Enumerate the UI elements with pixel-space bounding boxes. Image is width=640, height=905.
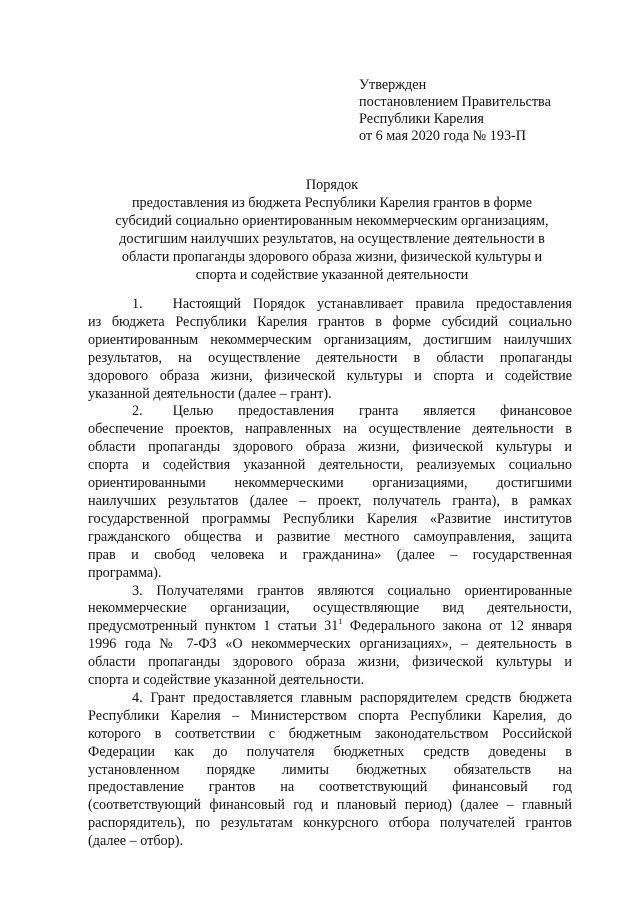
paragraph-line: прав и свобод человека и гражданина» (далее – государственная bbox=[88, 546, 572, 563]
paragraph-line: спорта и содействие указанной деятельности. bbox=[88, 672, 365, 689]
document-body bbox=[88, 296, 572, 851]
title-line: спорта и содействие указанной деятельности bbox=[195, 267, 469, 283]
paragraph-line: (далее – отбор). bbox=[88, 833, 184, 850]
paragraph-line: гражданского общества и развитие местного самоуправления, защита bbox=[88, 528, 572, 545]
paragraph-line: спорта и содействия указанной деятельности, реализуемых социально bbox=[88, 457, 572, 474]
paragraph-line: результатов, на осуществление деятельности в области пропаганды bbox=[88, 349, 572, 366]
paragraph-line: 2. Целью предоставления гранта является финансовое bbox=[132, 403, 572, 420]
paragraph-line: обеспечение проектов, направленных на осуществление деятельности в bbox=[88, 421, 572, 438]
paragraph-line: Республики Карелия – Министерством спорта Республики Карелия, до bbox=[88, 707, 572, 724]
document-title bbox=[88, 176, 576, 284]
title-heading: Порядок bbox=[305, 177, 359, 193]
paragraph-line: области пропаганды здорового образа жизни, физической культуры и bbox=[88, 439, 572, 456]
paragraph-number: 2. bbox=[132, 403, 143, 420]
paragraph-line: указанной деятельности (далее – грант). bbox=[88, 385, 332, 402]
paragraph-line: 3. Получателями грантов являются социально ориентированные bbox=[132, 582, 572, 599]
paragraph-4 bbox=[88, 690, 572, 851]
paragraph-line: из бюджета Республики Карелия грантов в форме субсидий социально bbox=[88, 313, 572, 330]
paragraph-line: которого в соответствии с бюджетным законодательством Российской bbox=[88, 725, 572, 742]
paragraph-line: 1996 года № 7-ФЗ «О некоммерческих организациях», – деятельность в bbox=[88, 636, 572, 653]
paragraph-line: установленном порядке лимиты бюджетных обязательств на bbox=[88, 761, 572, 778]
paragraph-line: государственной программы Республики Карелия «Развитие институтов bbox=[88, 510, 572, 527]
paragraph-3 bbox=[88, 583, 572, 690]
approval-line: постановлением Правительства bbox=[359, 94, 551, 110]
approval-line: Республики Карелия bbox=[359, 111, 484, 127]
paragraph-line: ориентированными некоммерческими организациями, достигшими bbox=[88, 475, 572, 492]
paragraph-line: предусмотренный пунктом 1 статьи $31^1$ Федерального закона от 12 января bbox=[88, 617, 572, 635]
title-line: субсидий социально ориентированным некоммерческим организациям, bbox=[115, 213, 549, 229]
paragraph-line: программа). bbox=[88, 564, 162, 581]
title-line: области пропаганды здорового образа жизни, физической культуры и bbox=[121, 249, 543, 265]
paragraph-line: наилучших результатов (далее – проект, получатель гранта), в рамках bbox=[88, 492, 572, 509]
paragraph-2 bbox=[88, 403, 572, 582]
paragraph-line: (соответствующий финансовый год и плановый период) (далее – главный bbox=[88, 797, 572, 814]
paragraph-line: некоммерческие организации, осуществляющие вид деятельности, bbox=[88, 600, 572, 617]
paragraph-line: области пропаганды здорового образа жизни, физической культуры и bbox=[88, 654, 572, 671]
paragraph-line: здорового образа жизни, физической культуры и спорта и содействие bbox=[88, 367, 572, 384]
footnote-superscript: 1 bbox=[338, 617, 343, 627]
paragraph-line: 4. Грант предоставляется главным распорядителем средств бюджета bbox=[132, 689, 572, 706]
paragraph-number: 1. bbox=[132, 296, 143, 312]
paragraph-line: Федерации как до получателя бюджетных средств доведены в bbox=[88, 743, 572, 760]
paragraph-line: распорядитель), по результатам конкурсного отбора получателей грантов bbox=[88, 815, 572, 832]
approval-line: Утвержден bbox=[359, 77, 427, 93]
approval-line: от 6 мая 2020 года № 193-П bbox=[359, 128, 527, 144]
paragraph-1 bbox=[88, 296, 572, 403]
paragraph-line: предоставление грантов на соответствующий финансовый год bbox=[88, 779, 572, 796]
title-line: достигшим наилучших результатов, на осуществление деятельности в bbox=[119, 231, 545, 247]
title-line: предоставления из бюджета Республики Карелия грантов в форме bbox=[131, 195, 533, 211]
paragraph-line: 1. Настоящий Порядок устанавливает правила предоставления bbox=[132, 296, 572, 312]
approval-stamp bbox=[359, 77, 629, 145]
paragraph-line: ориентированным некоммерческим организациям, достигшим наилучших bbox=[88, 331, 572, 348]
